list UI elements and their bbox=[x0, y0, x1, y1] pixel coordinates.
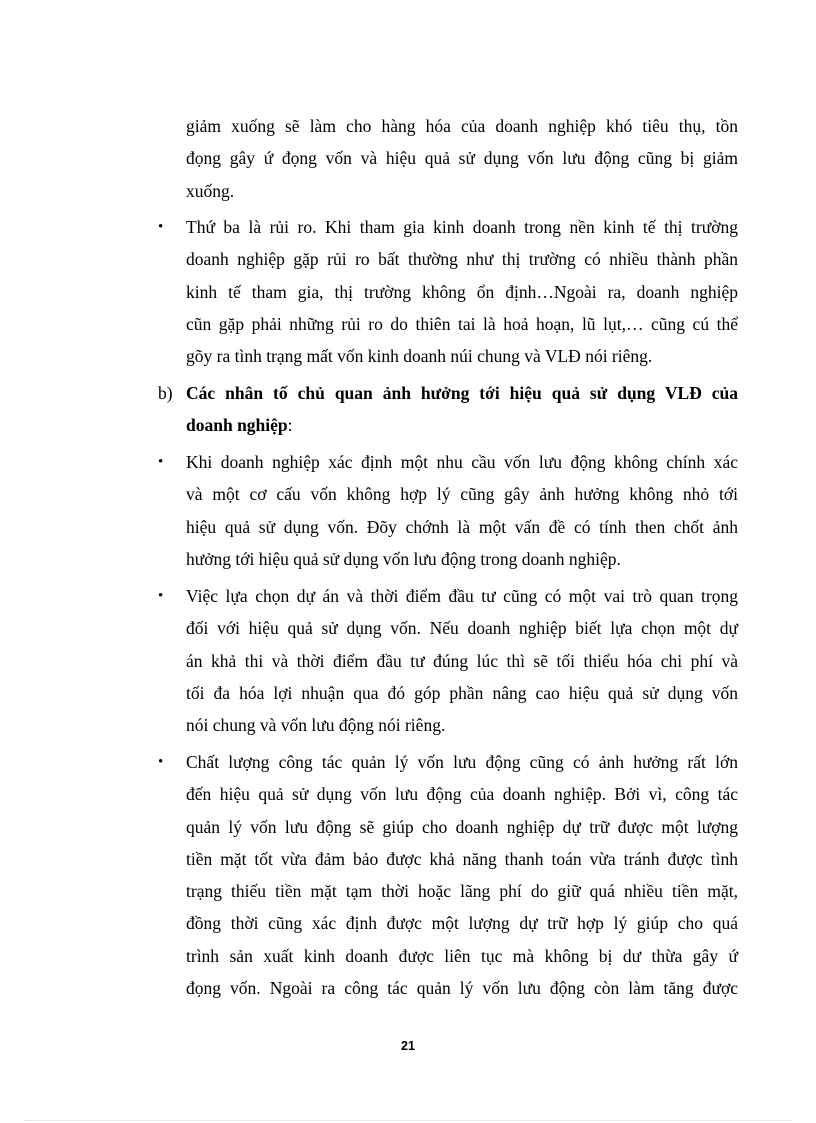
text-line: án khả thi và thời điểm đầu tư đúng lúc thì sẽ tối thiểu hóa chi phí và bbox=[186, 650, 738, 671]
text-line: đến hiệu quả sử dụng vốn lưu động của doanh nghiệp. Bởi vì, công tác bbox=[186, 784, 738, 805]
bullet-marker: • bbox=[158, 219, 164, 235]
text-line: hiệu quả sử dụng vốn. Đõy chớnh là một vấn đề có tính then chốt ảnh bbox=[186, 516, 738, 537]
text-line: cũn gặp phải những rủi ro do thiên tai là hoả hoạn, lũ lụt,… cũng cú thể bbox=[186, 313, 738, 334]
text-line: tối đa hóa lợi nhuận qua đó góp phần nâng cao hiệu quả sử dụng vốn bbox=[186, 682, 738, 703]
section-heading bbox=[186, 377, 738, 442]
page-bottom-divider bbox=[24, 1120, 792, 1121]
bullet-item-need bbox=[186, 446, 738, 575]
text-line: Việc lựa chọn dự án và thời điểm đầu tư cũng có một vai trò quan trọng bbox=[186, 586, 738, 606]
bullet-item-management bbox=[186, 746, 738, 1004]
bullet-marker: • bbox=[158, 754, 164, 770]
text-line: trình sản xuất kinh doanh được liên tục mà không bị dư thừa gây ứ bbox=[186, 945, 738, 966]
text-line: Thứ ba là rủi ro. Khi tham gia kinh doanh trong nền kinh tế thị trường bbox=[186, 217, 738, 237]
section-marker: b) bbox=[158, 383, 173, 403]
bullet-item-risk bbox=[186, 211, 738, 372]
text-line: Chất lượng công tác quản lý vốn lưu động cũng có ảnh hưởng rất lớn bbox=[186, 752, 738, 772]
bullet-item-project bbox=[186, 580, 738, 741]
paragraph-continuation bbox=[186, 110, 738, 207]
text-line: giảm xuống sẽ làm cho hàng hóa của doanh nghiệp khó tiêu thụ, tồn bbox=[186, 116, 738, 136]
text-line: đọng gây ứ đọng vốn và hiệu quả sử dụng vốn lưu động cũng bị giảm bbox=[186, 148, 738, 169]
text-line: doanh nghiệp gặp rủi ro bất thường như thị trường có nhiều thành phần bbox=[186, 249, 738, 270]
text-line: xuống. bbox=[186, 180, 235, 201]
text-line: gõy ra tình trạng mất vốn kinh doanh núi chung và VLĐ nói riêng. bbox=[186, 346, 653, 367]
text-line: trạng thiếu tiền mặt tạm thời hoặc lãng phí do giữ quá nhiều tiền mặt, bbox=[186, 881, 738, 902]
heading-line bbox=[186, 409, 738, 441]
text-line: đồng thời cũng xác định được một lượng dự trữ hợp lý giúp cho quá bbox=[186, 913, 738, 934]
bullet-marker: • bbox=[158, 588, 164, 604]
text-line: kinh tế tham gia, thị trường không ổn định…Ngoài ra, doanh nghiệp bbox=[186, 281, 738, 302]
bullet-marker: • bbox=[158, 454, 164, 470]
page-number: 21 bbox=[401, 1039, 415, 1053]
heading-line: Các nhân tố chủ quan ảnh hưởng tới hiệu quả sử dụng VLĐ của bbox=[186, 383, 738, 403]
text-line: tiền mặt tốt vừa đảm bảo được khả năng thanh toán vừa tránh được tình bbox=[186, 848, 738, 869]
text-line: đọng vốn. Ngoài ra công tác quản lý vốn lưu động còn làm tăng được bbox=[186, 978, 738, 999]
heading-text: doanh nghiệp bbox=[186, 415, 288, 436]
text-line: nói chung và vốn lưu động nói riêng. bbox=[186, 715, 446, 736]
text-line: đối với hiệu quả sử dụng vốn. Nếu doanh nghiệp biết lựa chọn một dự bbox=[186, 618, 738, 639]
text-line: quản lý vốn lưu động sẽ giúp cho doanh nghiệp dự trữ được một lượng bbox=[186, 816, 738, 837]
text-line: hưởng tới hiệu quả sử dụng vốn lưu động trong doanh nghiệp. bbox=[186, 548, 621, 569]
text-line: và một cơ cấu vốn không hợp lý cũng gây ảnh hưởng không nhỏ tới bbox=[186, 484, 738, 505]
text-line: Khi doanh nghiệp xác định một nhu cầu vốn lưu động không chính xác bbox=[186, 452, 738, 472]
heading-colon: : bbox=[287, 415, 293, 436]
